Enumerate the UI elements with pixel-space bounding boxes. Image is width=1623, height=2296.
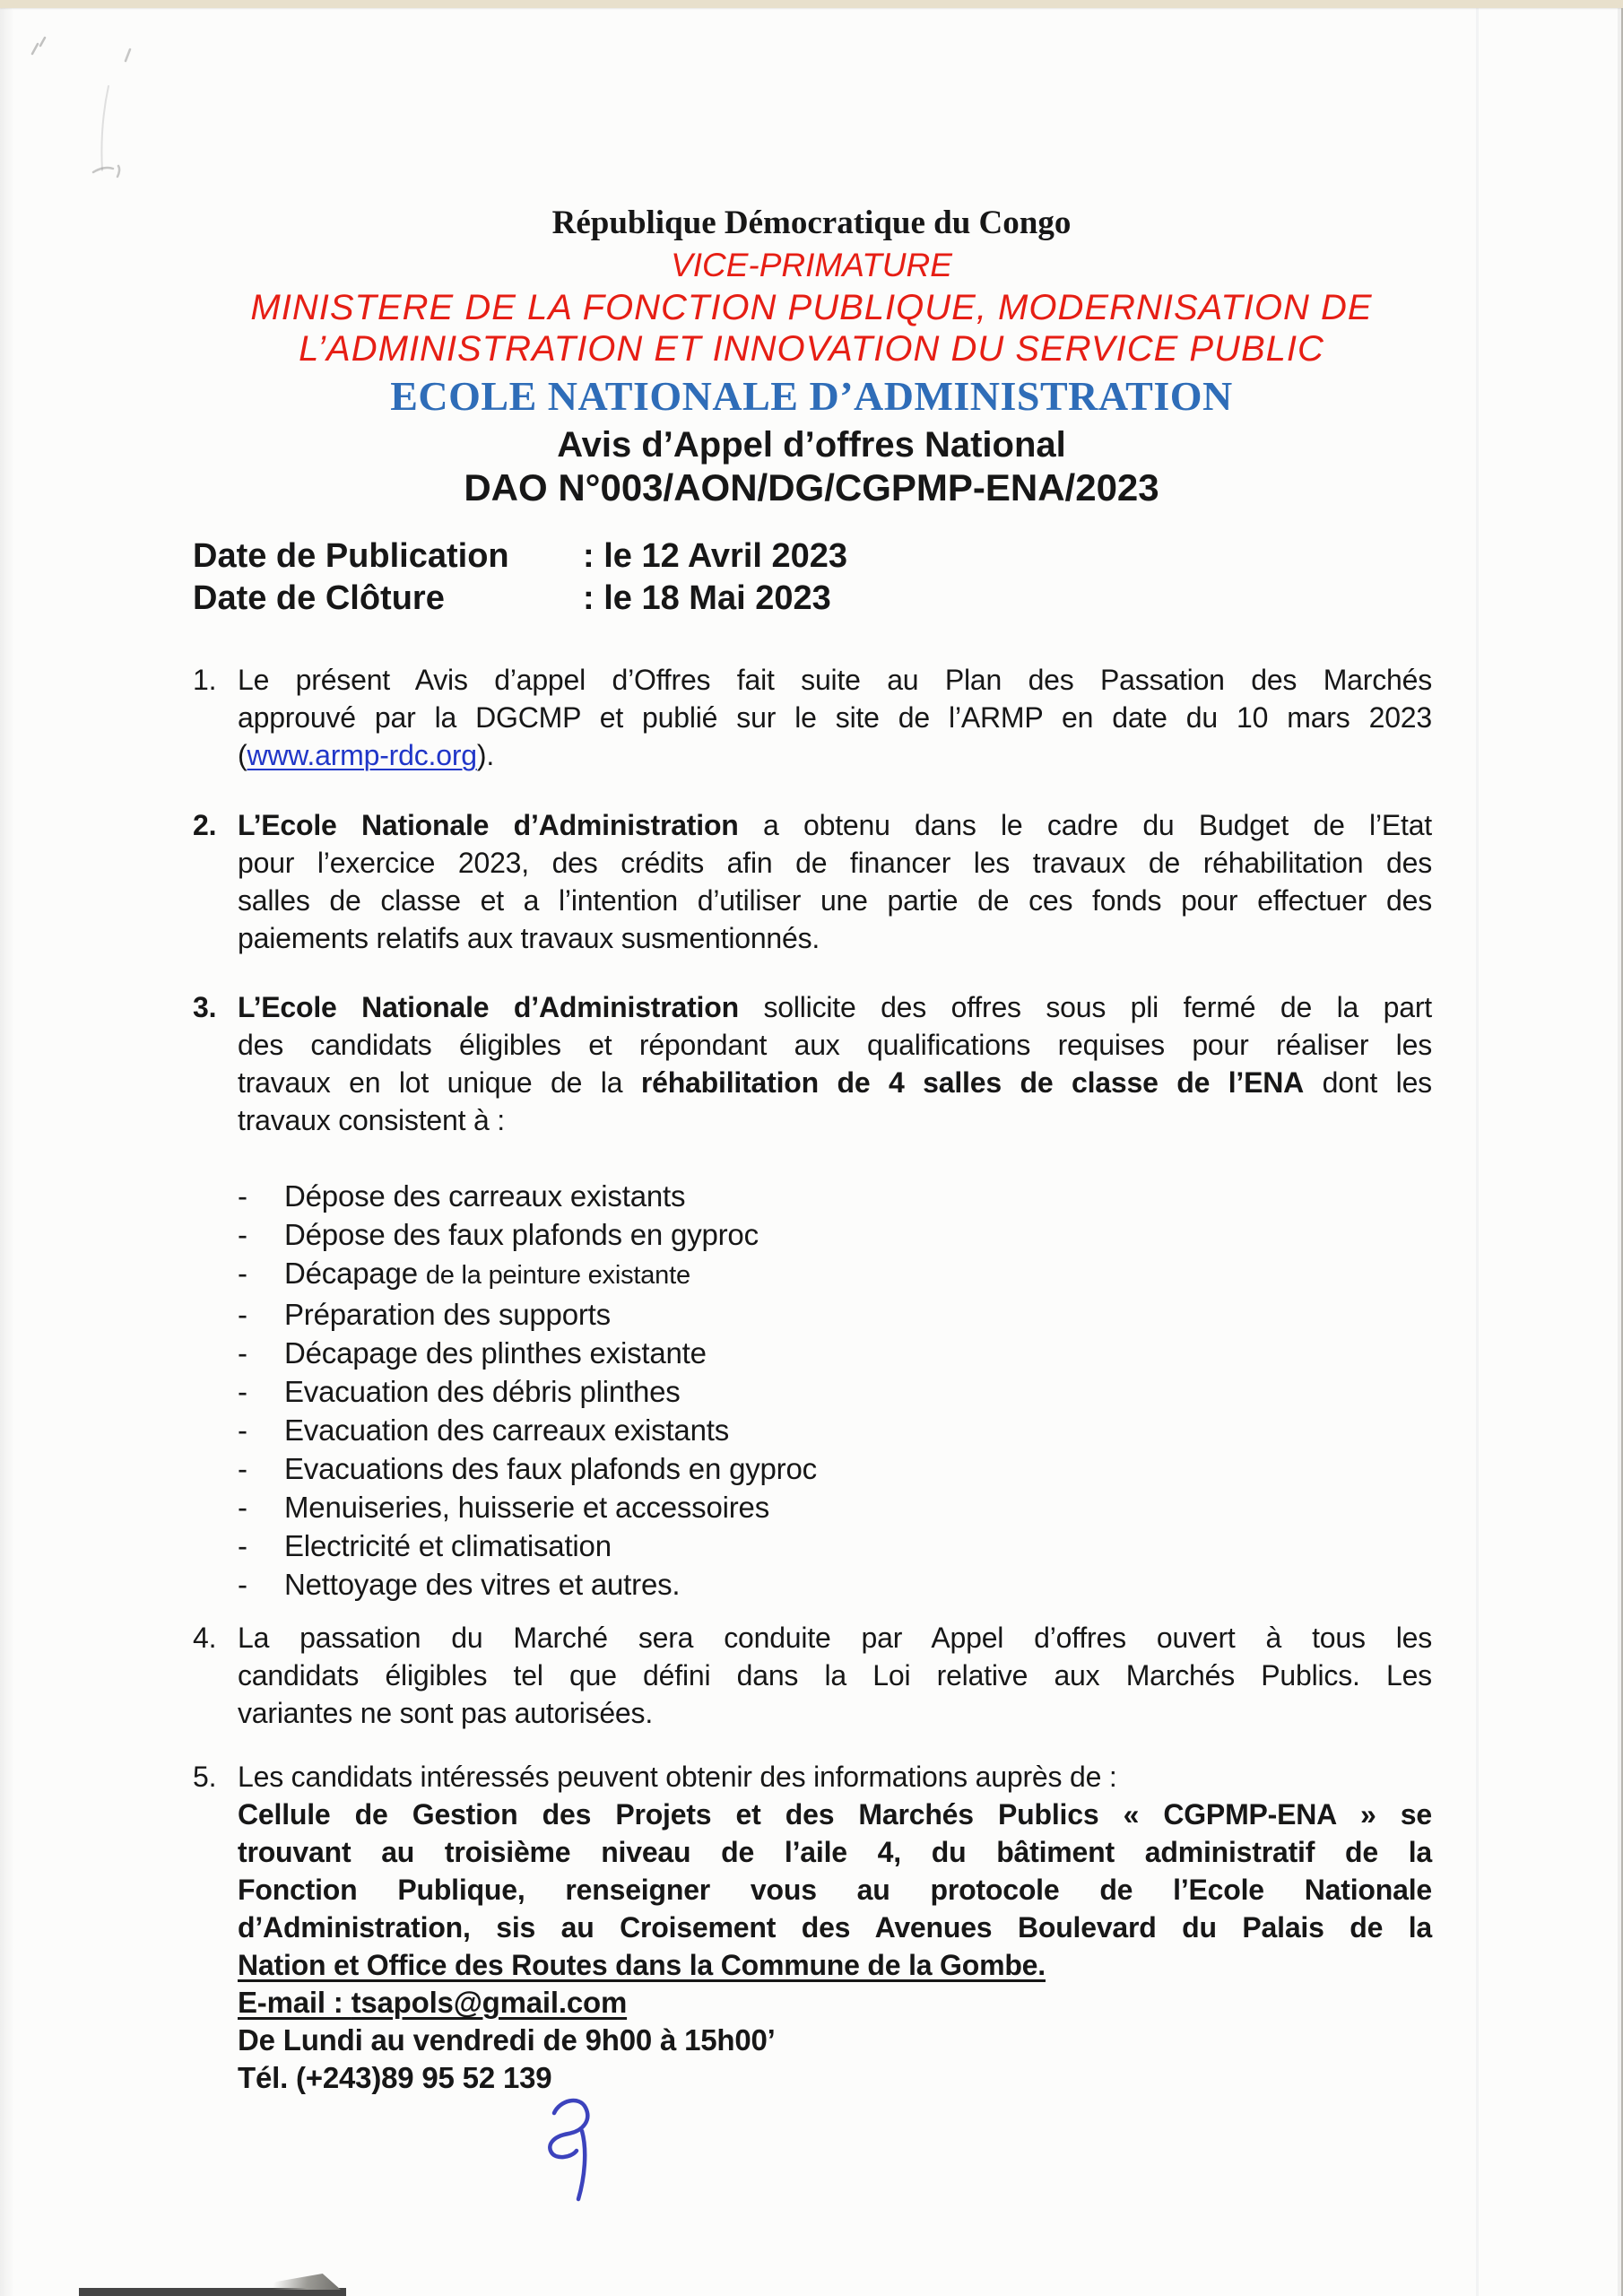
- text-line: Cellule de Gestion des Projets et des Marchés Publics « CGPMP-ENA » se: [238, 1798, 1432, 1831]
- armp-website-link[interactable]: www.armp-rdc.org: [247, 739, 477, 771]
- paragraph-1: [193, 661, 1432, 774]
- closure-date-value: : le 18 Mai 2023: [583, 579, 831, 617]
- dash-bullet: -: [238, 1257, 247, 1290]
- list-item: [238, 1488, 817, 1526]
- paragraph-4-body: [238, 1619, 1432, 1732]
- paragraph-5-number: 5.: [193, 1761, 217, 1793]
- publication-date-row: [193, 535, 847, 578]
- list-item: [238, 1254, 817, 1295]
- handwritten-signature: [484, 2081, 628, 2215]
- text-segment: dont les: [1322, 1066, 1432, 1099]
- text-line: paiements relatifs aux travaux susmentionnés.: [238, 922, 820, 954]
- list-item-text: Evacuation des débris plinthes: [284, 1375, 681, 1408]
- text-line: La passation du Marché sera conduite par Appel d’offres ouvert à tous les: [238, 1622, 1432, 1654]
- list-item-text: Electricité et climatisation: [284, 1529, 612, 1562]
- text-segment: sollicite des offres sous pli fermé de la part: [763, 991, 1432, 1023]
- paragraph-4: [193, 1619, 1432, 1732]
- text-segment: a obtenu dans le cadre du Budget de l’Etat: [763, 809, 1432, 841]
- text-line: travaux consistent à :: [238, 1104, 505, 1136]
- paragraph-1-number: 1.: [193, 664, 217, 696]
- list-item: [238, 1334, 817, 1372]
- ministry-line-2: L’ADMINISTRATION ET INNOVATION DU SERVICE PUBLIC: [299, 329, 1324, 369]
- list-item: [238, 1372, 817, 1411]
- works-title-bold: réhabilitation de 4 salles de classe de l’ENA: [640, 1066, 1305, 1099]
- notice-type-title: Avis d’Appel d’offres National: [557, 425, 1066, 465]
- notice-reference: DAO N°003/AON/DG/CGPMP-ENA/2023: [464, 466, 1159, 509]
- list-item-text: Nettoyage des vitres et autres.: [284, 1568, 681, 1601]
- paragraph-2-body: [238, 806, 1432, 957]
- list-item: [238, 1565, 817, 1604]
- list-item-text: Décapage des plinthes existante: [284, 1336, 707, 1370]
- publication-date-label: Date de Publication: [193, 537, 509, 575]
- list-item-text: Préparation des supports: [284, 1298, 611, 1331]
- ministry-line-1: MINISTERE DE LA FONCTION PUBLIQUE, MODERNISATION DE: [250, 288, 1373, 327]
- paragraph-3-number: 3.: [193, 991, 217, 1023]
- paragraph-3-body: [238, 988, 1432, 1139]
- paragraph-4-number: 4.: [193, 1622, 217, 1654]
- text-line: [238, 988, 1432, 1026]
- document-header: [0, 203, 1623, 509]
- text-line: pour l’exercice 2023, des crédits afin de financer les travaux de réhabilitation des: [238, 847, 1432, 879]
- dash-bullet: -: [238, 1529, 247, 1562]
- paragraph-2-number: 2.: [193, 809, 217, 841]
- text-line: [238, 736, 1432, 774]
- text-line: Les candidats intéressés peuvent obtenir des informations auprès de :: [238, 1761, 1117, 1793]
- text-segment: Décapage: [284, 1257, 418, 1290]
- paren-open: (: [238, 739, 247, 771]
- text-line: d’Administration, sis au Croisement des Avenues Boulevard du Palais de la: [238, 1911, 1432, 1944]
- text-segment: travaux en lot unique de la: [238, 1066, 623, 1099]
- list-item: [238, 1215, 817, 1254]
- dash-bullet: -: [238, 1413, 247, 1447]
- email-line: [238, 1984, 1432, 2022]
- org-name-bold: L’Ecole Nationale d’Administration: [238, 809, 739, 841]
- closure-date-row: [193, 578, 847, 620]
- list-item: [238, 1177, 817, 1215]
- dates-block: [193, 535, 847, 620]
- contact-address-block: [238, 1796, 1432, 1984]
- list-item: [238, 1449, 817, 1488]
- list-item-text: Evacuation des carreaux existants: [284, 1413, 730, 1447]
- vice-primature-line: VICE-PRIMATURE: [671, 247, 952, 283]
- paragraph-2: [193, 806, 1432, 957]
- dash-bullet: -: [238, 1568, 247, 1601]
- org-name-bold: L’Ecole Nationale d’Administration: [238, 991, 739, 1023]
- paragraph-1-body: [238, 661, 1432, 774]
- phone-line: Tél. (+243)89 95 52 139: [238, 2061, 552, 2094]
- dash-bullet: -: [238, 1336, 247, 1370]
- office-hours-line: De Lundi au vendredi de 9h00 à 15h00’: [238, 2023, 776, 2057]
- text-line: salles de classe et a l’intention d’utiliser une partie de ces fonds pour effectuer des: [238, 884, 1432, 917]
- paragraph-5: [193, 1758, 1432, 2097]
- text-line: trouvant au troisième niveau de l’aile 4, du bâtiment administratif de la: [238, 1836, 1432, 1868]
- text-line: candidats éligibles tel que défini dans la Loi relative aux Marchés Publics. Les: [238, 1659, 1432, 1692]
- text-line: des candidats éligibles et répondant aux qualifications requises pour réaliser les: [238, 1029, 1432, 1061]
- dash-bullet: -: [238, 1298, 247, 1331]
- closure-date-label: Date de Clôture: [193, 579, 445, 617]
- text-line: Le présent Avis d’appel d’Offres fait suite au Plan des Passation des Marchés: [238, 664, 1432, 696]
- list-item: [238, 1295, 817, 1334]
- paren-close: ).: [476, 739, 495, 771]
- page-corner-fold: [258, 2272, 341, 2290]
- dash-bullet: -: [238, 1179, 247, 1213]
- email-address[interactable]: tsapols@gmail.com: [351, 1986, 628, 2019]
- publication-date-value: : le 12 Avril 2023: [583, 537, 848, 575]
- text-line-underlined: Nation et Office des Routes dans la Commune de la Gombe.: [238, 1949, 1046, 1981]
- text-line: Fonction Publique, renseigner vous au protocole de l’Ecole Nationale: [238, 1874, 1432, 1906]
- list-item: [238, 1526, 817, 1565]
- text-line: [238, 806, 1432, 844]
- email-label: E-mail :: [238, 1986, 352, 2019]
- country-title: République Démocratique du Congo: [551, 204, 1072, 241]
- dash-bullet: -: [238, 1452, 247, 1485]
- text-line: variantes ne sont pas autorisées.: [238, 1697, 654, 1729]
- scan-edge-top: [0, 0, 1623, 8]
- text-segment-small: de la peinture existante: [425, 1261, 690, 1290]
- list-item: [238, 1411, 817, 1449]
- dash-bullet: -: [238, 1491, 247, 1524]
- dash-bullet: -: [238, 1375, 247, 1408]
- dash-bullet: -: [238, 1218, 247, 1251]
- list-item-text: Evacuations des faux plafonds en gyproc: [284, 1452, 817, 1485]
- school-title: ECOLE NATIONALE D’ADMINISTRATION: [390, 373, 1233, 419]
- text-line: approuvé par la DGCMP et publié sur le site de l’ARMP en date du 10 mars 2023: [238, 701, 1432, 734]
- paragraph-3: [193, 988, 1432, 1139]
- text-line: [238, 1064, 1432, 1101]
- list-item-text: Dépose des carreaux existants: [284, 1179, 686, 1213]
- works-list: [238, 1177, 817, 1604]
- paragraph-5-body: [238, 1758, 1432, 2097]
- list-item-text: Dépose des faux plafonds en gyproc: [284, 1218, 759, 1251]
- list-item-text: [284, 1254, 690, 1295]
- list-item-text: Menuiseries, huisserie et accessoires: [284, 1491, 769, 1524]
